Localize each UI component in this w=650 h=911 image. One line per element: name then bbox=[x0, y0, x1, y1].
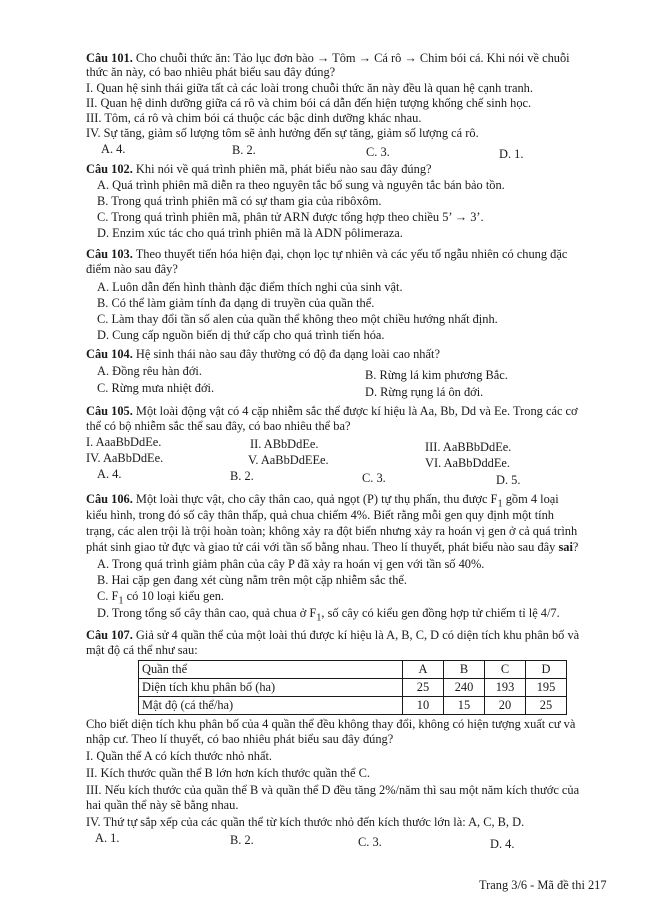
q105-option-b: B. 2. bbox=[230, 469, 254, 483]
q106-text-1: Một loài thực vật, cho cây thân cao, quả ngọt (P) tự thụ phấn, thu được F bbox=[132, 492, 498, 506]
q107-paragraph-1: Cho biết diện tích khu phân bố của 4 quần thể đều không thay đổi, không có hiện tượng xuất cư và bbox=[86, 717, 576, 731]
q105-option-a: A. 4. bbox=[97, 467, 122, 481]
table-cell: 15 bbox=[444, 697, 485, 715]
q104-option-d: D. Rừng rụng lá ôn đới. bbox=[365, 385, 484, 399]
q106-option-a: A. Trong quá trình giảm phân của cây P đã xảy ra hoán vị gen với tần số 40%. bbox=[97, 557, 485, 571]
table-cell: Quần thể bbox=[139, 661, 403, 679]
table-cell: 25 bbox=[403, 679, 444, 697]
table-cell: D bbox=[526, 661, 567, 679]
q102-option-d: D. Enzim xúc tác cho quá trình phiên mã là ADN pôlimeraza. bbox=[97, 226, 403, 240]
q106-d-pre: D. Trong tổng số cây thân cao, quả chua ở F bbox=[97, 606, 317, 620]
q103-option-d: D. Cung cấp nguồn biến dị thứ cấp cho quá trình tiến hóa. bbox=[97, 328, 385, 342]
table-cell: 240 bbox=[444, 679, 485, 697]
q101-option-a: A. 4. bbox=[101, 142, 126, 156]
q102-stem bbox=[86, 162, 616, 176]
q103-stem bbox=[86, 247, 616, 261]
q106-d-post: , số cây có kiểu gen đồng hợp tử chiếm tỉ lệ 4/7. bbox=[321, 606, 560, 620]
q107-option-b: B. 2. bbox=[230, 833, 254, 847]
q107-option-d: D. 4. bbox=[490, 837, 515, 851]
table-cell: 20 bbox=[485, 697, 526, 715]
q107-text: Giả sử 4 quần thể của một loài thú được kí hiệu là A, B, C, D có diện tích khu phân bố và bbox=[132, 628, 580, 642]
table-cell: Diện tích khu phân bố (ha) bbox=[139, 679, 403, 697]
q106-stem-3: trạng, các alen trội là trội hoàn toàn; không xảy ra đột biến nhưng xảy ra hoán vị gen ở cả quá trình bbox=[86, 524, 578, 538]
q107-paragraph-2: nhập cư. Theo lí thuyết, có bao nhiêu phát biểu sau đây đúng? bbox=[86, 732, 394, 746]
q106-c-post: có 10 loại kiểu gen. bbox=[123, 589, 225, 603]
q102-option-b: B. Trong quá trình phiên mã có sự tham gia của ribôxôm. bbox=[97, 194, 382, 208]
q107-statement-3b: hai quần thể này sẽ bằng nhau. bbox=[86, 798, 239, 812]
q105-genotype-4: IV. AaBbDdEe. bbox=[86, 451, 164, 465]
q107-stem-2: mật độ cá thể như sau: bbox=[86, 643, 198, 657]
q107-label: Câu 107. bbox=[86, 628, 133, 642]
q106-c-sub: 1 bbox=[118, 595, 124, 607]
q104-option-a: A. Đồng rêu hàn đới. bbox=[97, 364, 202, 378]
table-row bbox=[139, 679, 567, 697]
q106-d-sub: 1 bbox=[316, 612, 322, 624]
q107-stem bbox=[86, 628, 616, 642]
q106-stem-4 bbox=[86, 540, 616, 554]
q102-label: Câu 102. bbox=[86, 162, 133, 176]
q104-stem bbox=[86, 347, 616, 361]
table-cell: 195 bbox=[526, 679, 567, 697]
q101-option-b: B. 2. bbox=[232, 143, 256, 157]
page-footer: Trang 3/6 - Mã đề thi 217 bbox=[479, 878, 607, 892]
q107-statement-3: III. Nếu kích thước của quần thể B và quần thể D đều tăng 2%/năm thì sau một năm kích thước của bbox=[86, 783, 580, 797]
q106-option-d bbox=[97, 606, 627, 625]
q101-statement-3: III. Tôm, cá rô và chim bói cá thuộc các bậc dinh dưỡng khác nhau. bbox=[86, 111, 422, 125]
q104-option-c: C. Rừng mưa nhiệt đới. bbox=[97, 381, 215, 395]
q106-c-pre: C. F bbox=[97, 589, 119, 603]
q102-option-a: A. Quá trình phiên mã diễn ra theo nguyên tắc bổ sung và nguyên tắc bán bảo tồn. bbox=[97, 178, 505, 192]
table-cell: A bbox=[403, 661, 444, 679]
q103-option-b: B. Có thể làm giảm tính đa dạng di truyền của quần thể. bbox=[97, 296, 375, 310]
table-row-header bbox=[139, 661, 567, 679]
q105-genotype-5: V. AaBbDdEEe. bbox=[248, 453, 329, 467]
q106-label: Câu 106. bbox=[86, 492, 133, 506]
q106-option-b: B. Hai cặp gen đang xét cùng nằm trên một cặp nhiễm sắc thể. bbox=[97, 573, 408, 587]
table-cell: B bbox=[444, 661, 485, 679]
q101-statement-4: IV. Sự tăng, giảm số lượng tôm sẽ ảnh hưởng đến sự tăng, giảm số lượng cá rô. bbox=[86, 126, 479, 140]
q102-text: Khi nói về quá trình phiên mã, phát biểu nào sau đây đúng? bbox=[132, 162, 432, 176]
q102-option-c: C. Trong quá trình phiên mã, phân tử ARN được tổng hợp theo chiều 5’ → 3’. bbox=[97, 210, 484, 224]
table-cell: 10 bbox=[403, 697, 444, 715]
q106-text-4: phát sinh giao tử đực và giao tử cái với tần số bằng nhau. Theo lí thuyết, phát biểu nào sau đây bbox=[86, 540, 559, 554]
q104-label: Câu 104. bbox=[86, 347, 133, 361]
table-cell: 25 bbox=[526, 697, 567, 715]
q101-statement-1: I. Quan hệ sinh thái giữa tất cả các loài trong chuỗi thức ăn này đều là quan hệ cạnh tranh. bbox=[86, 81, 533, 95]
q107-option-c: C. 3. bbox=[358, 835, 382, 849]
q101-label: Câu 101. bbox=[86, 51, 133, 65]
q106-stem-2: kiểu hình, trong đó số cây thân thấp, quả chua chiếm 4%. Biết rằng mỗi gen quy định một tính bbox=[86, 508, 555, 522]
q103-stem-2: điểm nào sau đây? bbox=[86, 262, 178, 276]
q104-option-b: B. Rừng lá kim phương Bắc. bbox=[365, 368, 508, 382]
table-cell: C bbox=[485, 661, 526, 679]
q101-stem-2: thức ăn này, có bao nhiêu phát biểu sau đây đúng? bbox=[86, 65, 336, 79]
q105-genotype-1: I. AaaBbDdEe. bbox=[86, 435, 162, 449]
q107-population-table bbox=[138, 660, 567, 715]
q105-genotype-6: VI. AaBbDddEe. bbox=[425, 456, 510, 470]
q105-stem bbox=[86, 404, 616, 418]
q105-option-c: C. 3. bbox=[362, 471, 386, 485]
q103-text: Theo thuyết tiến hóa hiện đại, chọn lọc tự nhiên và các yếu tố ngẫu nhiên có chung đặc bbox=[132, 247, 568, 261]
q106-question-mark: ? bbox=[572, 540, 579, 554]
q105-option-d: D. 5. bbox=[496, 473, 521, 487]
q104-text: Hệ sinh thái nào sau đây thường có độ đa dạng loài cao nhất? bbox=[132, 347, 440, 361]
q103-option-a: A. Luôn dẫn đến hình thành đặc điểm thích nghi của sinh vật. bbox=[97, 280, 403, 294]
q105-stem-2: thể có bộ nhiễm sắc thể sau đây, có bao nhiêu thể ba? bbox=[86, 419, 351, 433]
q105-genotype-3: III. AaBBbDdEe. bbox=[425, 440, 512, 454]
q101-text: Cho chuỗi thức ăn: Tảo lục đơn bào → Tôm → Cá rô → Chim bói cá. Khi nói về chuỗi bbox=[132, 51, 570, 65]
table-cell: Mật độ (cá thể/ha) bbox=[139, 697, 403, 715]
q106-f1-sub: 1 bbox=[497, 498, 503, 510]
q103-option-c: C. Làm thay đổi tần số alen của quần thể không theo một chiều hướng nhất định. bbox=[97, 312, 498, 326]
table-cell: 193 bbox=[485, 679, 526, 697]
q106-text-1-end: gồm 4 loại bbox=[502, 492, 559, 506]
table-row bbox=[139, 697, 567, 715]
q101-option-c: C. 3. bbox=[366, 145, 390, 159]
q101-option-d: D. 1. bbox=[499, 147, 524, 161]
q101-statement-2: II. Quan hệ dinh dưỡng giữa cá rô và chim bói cá dẫn đến hiện tượng khống chế sinh học. bbox=[86, 96, 532, 110]
q105-genotype-2: II. ABbDdEe. bbox=[250, 437, 319, 451]
q107-statement-2: II. Kích thước quần thể B lớn hơn kích thước quần thể C. bbox=[86, 766, 370, 780]
q106-sai-emphasis: sai bbox=[558, 540, 573, 554]
q103-label: Câu 103. bbox=[86, 247, 133, 261]
q107-statement-1: I. Quần thể A có kích thước nhỏ nhất. bbox=[86, 749, 273, 763]
q107-statement-4: IV. Thứ tự sắp xếp của các quần thể từ kích thước nhỏ đến kích thước lớn là: A, C, B, D. bbox=[86, 815, 525, 829]
q101-stem bbox=[86, 51, 616, 65]
q107-option-a: A. 1. bbox=[95, 831, 120, 845]
q105-text: Một loài động vật có 4 cặp nhiễm sắc thể được kí hiệu là Aa, Bb, Dd và Ee. Trong các cơ bbox=[132, 404, 578, 418]
q105-label: Câu 105. bbox=[86, 404, 133, 418]
